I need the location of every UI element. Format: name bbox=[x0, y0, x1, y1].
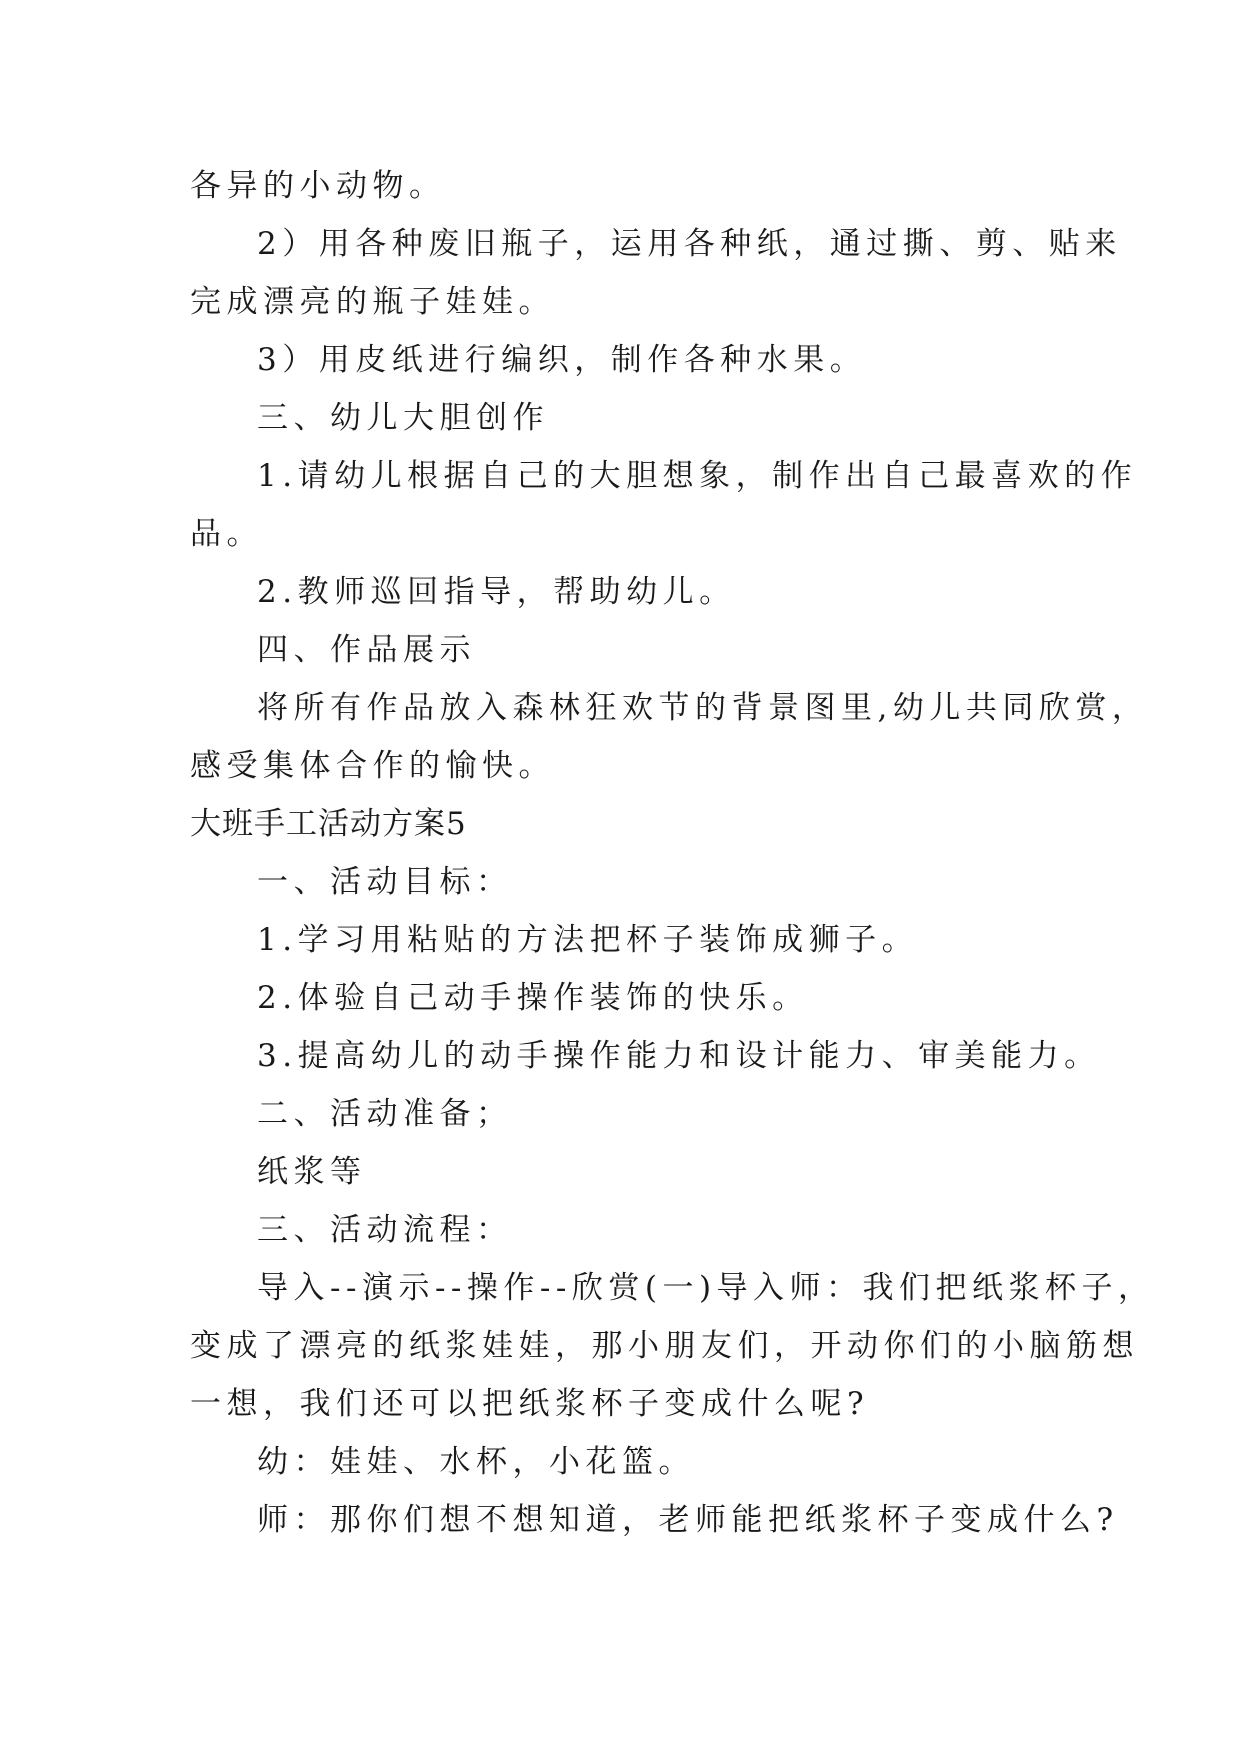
section-heading: 一、活动目标： bbox=[257, 864, 513, 900]
text-line: 2.体验自己动手操作装饰的快乐。 bbox=[257, 980, 809, 1016]
section-heading: 三、幼儿大胆创作 bbox=[257, 400, 549, 436]
text-line: 感受集体合作的愉快。 bbox=[190, 748, 555, 784]
text-line: 1.学习用粘贴的方法把杯子装饰成狮子。 bbox=[257, 922, 919, 958]
section-heading: 四、作品展示 bbox=[257, 632, 476, 668]
text-line: 2.教师巡回指导，帮助幼儿。 bbox=[257, 574, 736, 610]
text-line: 纸浆等 bbox=[257, 1154, 367, 1190]
text-line: 幼：娃娃、水杯，小花篮。 bbox=[257, 1444, 695, 1480]
text-line: 2）用各种废旧瓶子，运用各种纸，通过撕、剪、贴来 bbox=[257, 226, 1122, 262]
text-line: 导入--演示--操作--欣赏(一)导入师：我们把纸浆杯子， bbox=[257, 1270, 1155, 1306]
text-line: 将所有作品放入森林狂欢节的背景图里,幼儿共同欣赏， bbox=[257, 690, 1149, 726]
text-line: 3.提高幼儿的动手操作能力和设计能力、审美能力。 bbox=[257, 1038, 1101, 1074]
section-heading: 三、活动流程： bbox=[257, 1212, 513, 1248]
text-line: 一想，我们还可以把纸浆杯子变成什么呢? bbox=[190, 1386, 870, 1422]
document-title: 大班手工活动方案5 bbox=[190, 806, 467, 842]
text-line: 品。 bbox=[190, 516, 263, 552]
text-line: 各异的小动物。 bbox=[190, 168, 446, 204]
text-line: 3）用皮纸进行编织，制作各种水果。 bbox=[257, 342, 867, 378]
text-line: 完成漂亮的瓶子娃娃。 bbox=[190, 284, 555, 320]
text-line: 师：那你们想不想知道，老师能把纸浆杯子变成什么? bbox=[257, 1502, 1119, 1538]
section-heading: 二、活动准备； bbox=[257, 1096, 513, 1132]
text-line: 1.请幼儿根据自己的大胆想象，制作出自己最喜欢的作 bbox=[257, 458, 1138, 494]
text-line: 变成了漂亮的纸浆娃娃，那小朋友们，开动你们的小脑筋想 bbox=[190, 1328, 1139, 1364]
